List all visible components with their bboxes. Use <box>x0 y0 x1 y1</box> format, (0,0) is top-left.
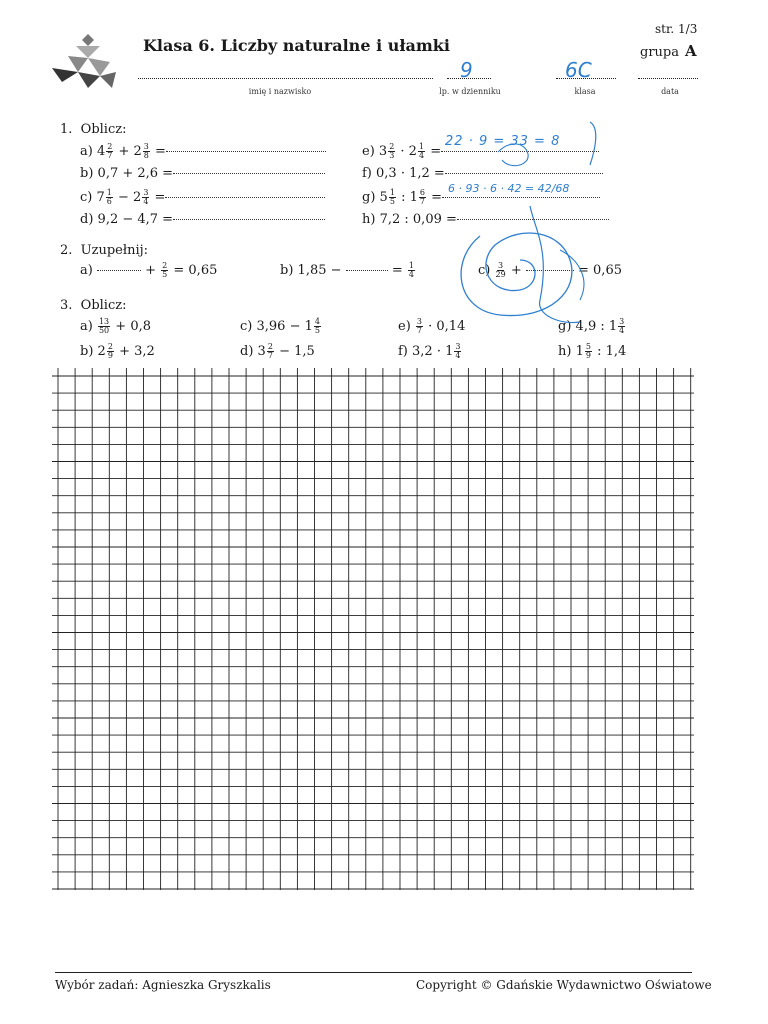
task1-h: h) 7,2 : 0,09 = <box>362 212 609 228</box>
task1-c: c) 7 $\frac{1}{6}$ − 2 $\frac{3}{4}$ = <box>80 189 325 206</box>
name-field[interactable] <box>138 78 433 79</box>
footer-divider <box>55 972 692 973</box>
handwritten-register-number: 9 <box>460 58 473 82</box>
task1-heading: 1. Oblicz: <box>60 122 127 137</box>
task1-a: a) 4 $\frac{2}{7}$ + 2 $\frac{3}{8}$ = <box>80 143 326 160</box>
page-number: str. 1/3 <box>655 22 698 36</box>
task2-b: b) 1,85 − = $\frac{1}{4}$ <box>280 261 414 279</box>
task3-d: d) 3 $\frac{2}{7}$ − 1,5 <box>240 342 315 360</box>
task3-e: e) $\frac{3}{7}$ · 0,14 <box>398 317 466 335</box>
worksheet-title: Klasa 6. Liczby naturalne i ułamki <box>143 36 450 55</box>
publisher-logo <box>48 32 118 90</box>
task1-e: e) 3 $\frac{2}{3}$ · 2 $\frac{1}{4}$ = <box>362 143 599 160</box>
field-label-name: imię i nazwisko <box>248 87 312 96</box>
task1-f: f) 0,3 · 1,2 = <box>362 166 603 182</box>
task3-f: f) 3,2 · 1 $\frac{3}{4}$ <box>398 342 461 360</box>
task1-b: b) 0,7 + 2,6 = <box>80 166 325 182</box>
task2-a: a) + $\frac{2}{5}$ = 0,65 <box>80 261 218 279</box>
field-label-class: klasa <box>574 87 596 96</box>
task3-heading: 3. Oblicz: <box>60 298 127 313</box>
date-field[interactable] <box>638 78 698 79</box>
task1-d: d) 9,2 − 4,7 = <box>80 212 325 228</box>
handwritten-answer-g: 6 · 93 · 6 · 42 = 42/68 <box>448 182 570 195</box>
handwritten-class: 6C <box>565 58 592 82</box>
task2-heading: 2. Uzupełnij: <box>60 243 149 258</box>
footer-copyright: Copyright © Gdańskie Wydawnictwo Oświatowe <box>416 978 712 992</box>
pen-scribble-loops <box>440 110 620 340</box>
task2-c: c) $\frac{3}{29}$ + = 0,65 <box>478 261 622 279</box>
group-value: A <box>684 42 697 60</box>
graph-paper-grid[interactable] <box>52 368 694 890</box>
task3-g: g) 4,9 : 1 $\frac{3}{4}$ <box>558 317 625 335</box>
task3-b: b) 2 $\frac{2}{9}$ + 3,2 <box>80 342 155 360</box>
task3-c: c) 3,96 − 1 $\frac{4}{5}$ <box>240 317 320 335</box>
field-label-date: data <box>661 87 679 96</box>
group-label: grupa A <box>640 42 697 60</box>
footer-author: Wybór zadań: Agnieszka Gryszkalis <box>55 978 271 992</box>
task1-g: g) 5 $\frac{1}{5}$ : 1 $\frac{6}{7}$ = <box>362 189 600 206</box>
field-label-register: lp. w dzienniku <box>439 87 501 96</box>
task3-h: h) 1 $\frac{5}{9}$ : 1,4 <box>558 342 627 360</box>
task3-a: a) $\frac{13}{50}$ + 0,8 <box>80 317 151 335</box>
handwritten-answer-e: 22 · 9 = 33 = 8 <box>445 134 561 149</box>
